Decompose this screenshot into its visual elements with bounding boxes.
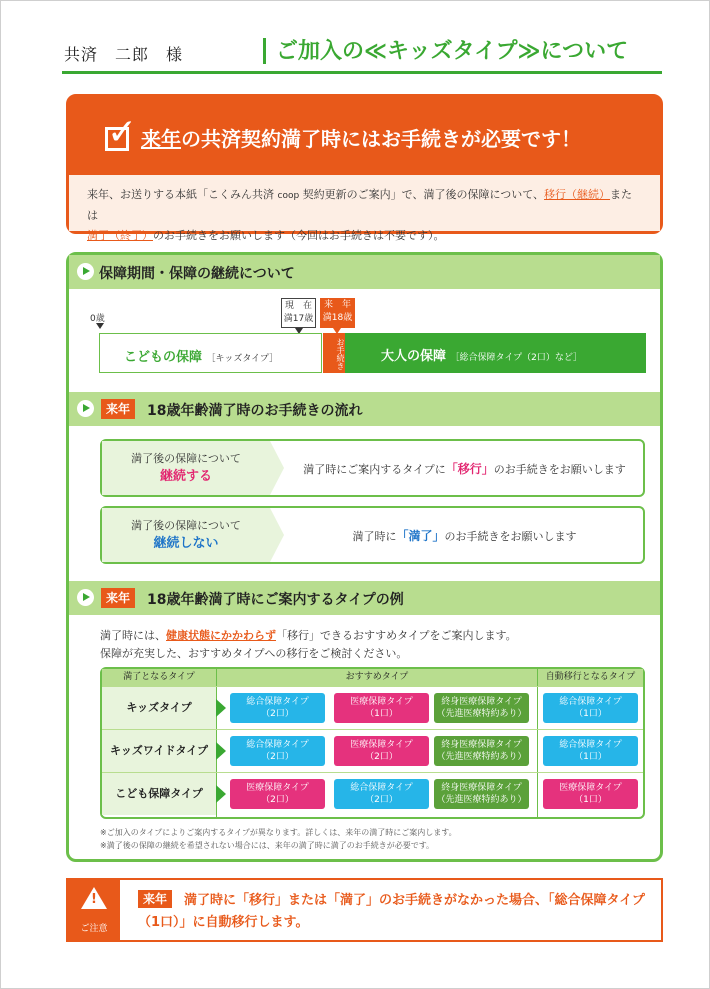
- child-label-sub: ［キッズタイプ］: [206, 354, 279, 364]
- intro-emphasis: 健康状態にかかわらず: [166, 629, 276, 642]
- current-age: 満17歳: [283, 314, 314, 324]
- next-year-badge: 来年: [101, 588, 135, 608]
- types-intro: [100, 627, 517, 663]
- child-coverage-bar: [99, 333, 322, 373]
- pill-line: （1口）: [365, 709, 398, 719]
- table-row-label: キッズタイプ: [102, 687, 216, 729]
- adult-coverage-bar: [345, 333, 646, 373]
- pill-line: （1口）: [574, 795, 607, 805]
- pill-line: 総合保障タイプ: [246, 740, 309, 750]
- member-name: 共済 二郎 様: [64, 45, 184, 64]
- table-row-label: キッズワイドタイプ: [102, 730, 216, 772]
- arrow-right-icon: [216, 742, 226, 760]
- notice-text: coop: [277, 191, 300, 201]
- flow-condition-strong: 継続する: [159, 469, 212, 484]
- play-icon: [77, 400, 94, 417]
- flow-action-text: のお手続きをお願いします: [444, 530, 577, 543]
- adult-coverage-label: [381, 345, 582, 364]
- section-header-procedure: [69, 392, 660, 426]
- flow-action-text: 満了時にご案内するタイプに: [303, 463, 446, 476]
- pill-line: （2口）: [365, 752, 398, 762]
- header-divider: [263, 38, 266, 64]
- flow-action-keyword: 「移行」: [445, 462, 494, 476]
- pill-line: 終身医療保障タイプ: [441, 697, 522, 707]
- arrow-right-icon: [270, 441, 284, 495]
- adult-label-sub: ［総合保障タイプ（2口）など］: [450, 353, 583, 363]
- section-header-coverage: [69, 255, 660, 289]
- type-pill: [230, 693, 325, 723]
- caution-icon-panel: [68, 880, 120, 940]
- flow-action-keyword: 「満了」: [396, 529, 445, 543]
- pill-line: （先進医療特約あり）: [436, 795, 527, 805]
- age-zero-label: 0歳: [90, 314, 105, 324]
- arrow-right-icon: [216, 785, 226, 803]
- table-header-expiring: 満了となるタイプ: [102, 669, 216, 686]
- section-title: 保障期間・保障の継続について: [99, 266, 295, 282]
- type-pill: [334, 779, 429, 809]
- play-icon: [77, 589, 94, 606]
- play-icon: [77, 263, 94, 280]
- flow-action: [292, 460, 637, 477]
- checkmark-icon: ✓: [107, 112, 138, 153]
- pill-line: 総合保障タイプ: [350, 783, 413, 793]
- type-pill: [230, 779, 325, 809]
- pill-line: （1口）: [574, 752, 607, 762]
- pill-line: 医療保障タイプ: [350, 740, 413, 750]
- notice-expire: 満了（終了）: [87, 229, 153, 242]
- notice-body: [69, 175, 660, 242]
- pill-line: （先進医療特約あり）: [436, 709, 527, 719]
- table-header-recommended: おすすめタイプ: [217, 669, 537, 686]
- notice-text: または: [87, 188, 633, 222]
- pill-line: 総合保障タイプ: [559, 740, 622, 750]
- flow-action-text: のお手続きをお願いします: [493, 463, 626, 476]
- pill-line: 総合保障タイプ: [559, 697, 622, 707]
- table-header-auto: 自動移行となるタイプ: [538, 669, 643, 686]
- section-header-types: [69, 581, 660, 615]
- notice-title-rest: の共済契約満了時にはお手続きが必要です！: [181, 127, 581, 151]
- flow-action: [292, 527, 637, 544]
- pill-line: 終身医療保障タイプ: [441, 740, 522, 750]
- pill-line: 医療保障タイプ: [559, 783, 622, 793]
- type-pill: [334, 736, 429, 766]
- renewal-notice: [66, 94, 663, 242]
- notice-text: 来年、お送りする本紙「こくみん共済: [87, 188, 278, 201]
- type-pill: [434, 779, 529, 809]
- pill-line: （2口）: [365, 795, 398, 805]
- notice-header: [69, 97, 660, 175]
- flow-card-discontinue: [100, 506, 645, 564]
- pill-line: （2口）: [261, 709, 294, 719]
- flow-action-text: 満了時に: [352, 530, 397, 543]
- section-title: 18歳年齢満了時のお手続きの流れ: [147, 403, 363, 419]
- pill-line: （2口）: [261, 795, 294, 805]
- next-year-badge: 来年: [101, 399, 135, 419]
- table-row-label: こども保障タイプ: [102, 773, 216, 815]
- flow-card-continue: [100, 439, 645, 497]
- type-pill: [230, 736, 325, 766]
- next-year-age: 満18歳: [322, 313, 353, 323]
- procedure-strip: お手続き: [323, 333, 345, 373]
- flow-condition-strong: 継続しない: [153, 536, 219, 551]
- intro-line-2: 保障が充実した、おすすめタイプへの移行をご検討ください。: [100, 647, 408, 660]
- flow-condition: [102, 441, 270, 495]
- pill-line: 医療保障タイプ: [246, 783, 309, 793]
- footnote: ※ご加入のタイプによりご案内するタイプが異なります。詳しくは、来年の満了時にご案内します。: [100, 828, 457, 837]
- header-underline: [62, 71, 662, 74]
- table-divider: [537, 669, 538, 817]
- pill-line: （先進医療特約あり）: [436, 752, 527, 762]
- section-title: 18歳年齢満了時にご案内するタイプの例: [147, 592, 404, 608]
- notice-migrate: 移行（継続）: [544, 188, 611, 201]
- pill-line: （1口）: [574, 709, 607, 719]
- notice-title: [141, 123, 581, 152]
- flow-condition-text: 満了後の保障について: [131, 452, 241, 465]
- adult-label-text: 大人の保障: [381, 349, 447, 364]
- current-label: 現 在: [284, 301, 312, 311]
- types-table: [100, 667, 645, 819]
- pill-line: 医療保障タイプ: [350, 697, 413, 707]
- arrow-right-icon: [216, 699, 226, 717]
- notice-title-emphasis: 来年: [141, 127, 181, 151]
- flow-condition-text: 満了後の保障について: [131, 519, 241, 532]
- type-pill: [434, 693, 529, 723]
- intro-line-1: [100, 627, 517, 645]
- notice-text: のお手続きをお願いします（今回はお手続きは不要です）。: [153, 229, 445, 242]
- type-pill: [543, 779, 638, 809]
- type-pill: [434, 736, 529, 766]
- info-box: [66, 252, 663, 862]
- caution-box: [66, 878, 663, 942]
- child-label-text: こどもの保障: [124, 350, 203, 365]
- intro-text: 満了時には、: [100, 629, 166, 642]
- marker-icon: [96, 323, 104, 329]
- footnote: ※満了後の保障の継続を希望されない場合には、来年の満了時に満了のお手続きが必要です。: [100, 841, 435, 850]
- page-title: ご加入の≪キッズタイプ≫について: [276, 39, 629, 64]
- notice-text: 契約更新のご案内」で、満了後の保障について、: [299, 188, 545, 201]
- next-year-age-box: [320, 298, 355, 328]
- child-coverage-label: [124, 346, 278, 365]
- type-pill: [543, 736, 638, 766]
- pill-line: 総合保障タイプ: [246, 697, 309, 707]
- flow-condition: [102, 508, 270, 562]
- next-year-label: 来 年: [323, 300, 351, 310]
- current-age-box: [281, 298, 316, 328]
- caution-text: 満了時に「移行」または「満了」のお手続きがなかった場合、「総合保障タイプ（1口）」に自動移行します。: [138, 893, 645, 930]
- arrow-right-icon: [270, 508, 284, 562]
- page-header: [62, 30, 662, 74]
- type-pill: [543, 693, 638, 723]
- caution-label: ご注意: [80, 924, 108, 934]
- next-year-badge: 来年: [138, 890, 172, 908]
- pill-line: 終身医療保障タイプ: [441, 783, 522, 793]
- exclamation-icon: !: [91, 892, 97, 907]
- intro-text: 「移行」できるおすすめタイプをご案内します。: [276, 629, 517, 642]
- pill-line: （2口）: [261, 752, 294, 762]
- type-pill: [334, 693, 429, 723]
